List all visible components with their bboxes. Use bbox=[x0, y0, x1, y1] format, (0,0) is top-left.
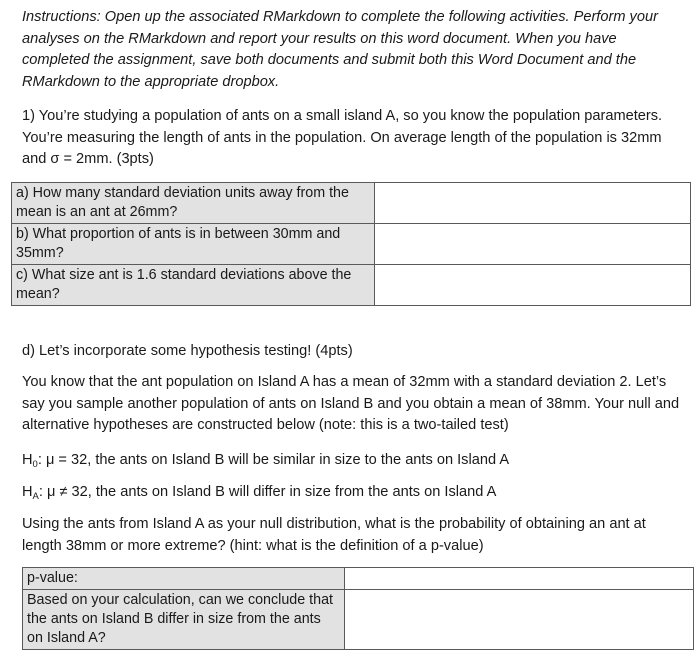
question-1-answer-table bbox=[11, 182, 691, 306]
instructions-paragraph: Instructions: Open up the associated RMarkdown to complete the following activities. Perform your analyses on the RMarkdown and report your results on this word document. When you have completed the assignment, save both documents and submit both this Word Document and the RMarkdown to the appropriate dropbox. bbox=[22, 9, 658, 90]
ha-text: : μ ≠ 32, the ants on Island B will differ in size from the ants on Island A bbox=[38, 484, 497, 500]
table-row bbox=[12, 183, 691, 224]
question-1a-cell: a) How many standard deviation units away from the mean is an ant at 26mm? bbox=[12, 183, 375, 224]
null-hypothesis bbox=[22, 450, 682, 472]
answer-1c-cell[interactable] bbox=[375, 265, 691, 306]
h0-subscript: 0 bbox=[32, 459, 38, 470]
question-d-heading: d) Let’s incorporate some hypothesis testing! (4pts) bbox=[22, 343, 353, 359]
table-row bbox=[23, 590, 694, 650]
h0-text: : μ = 32, the ants on Island B will be similar in size to the ants on Island A bbox=[37, 452, 510, 468]
ha-symbol: H bbox=[22, 484, 33, 500]
p-value-answer-cell[interactable] bbox=[345, 568, 694, 590]
answer-1b-cell[interactable] bbox=[375, 224, 691, 265]
table-row bbox=[12, 265, 691, 306]
h0-symbol: H bbox=[22, 452, 33, 468]
conclusion-question-cell: Based on your calculation, can we conclude that the ants on Island B differ in size from the ants on Island A? bbox=[23, 590, 345, 650]
table-row bbox=[23, 568, 694, 590]
question-1-prompt: 1) You’re studying a population of ants on a small island A, so you know the population parameters. You’re measuring the length of ants in the population. On average length of the population is 32mm and σ = 2mm. (3pts) bbox=[22, 108, 663, 167]
question-1c-cell: c) What size ant is 1.6 standard deviations above the mean? bbox=[12, 265, 375, 306]
question-d-intro: You know that the ant population on Island A has a mean of 32mm with a standard deviation 2. Let’s say you sample another population of ants on Island B and you obtain a mean of 38mm. Your null and alternative hypotheses are constructed below (note: this is a two-tailed test) bbox=[22, 374, 680, 433]
question-d-prompt: Using the ants from Island A as your null distribution, what is the probability of obtaining an ant at length 38mm or more extreme? (hint: what is the definition of a p-value) bbox=[22, 516, 646, 554]
conclusion-answer-cell[interactable] bbox=[345, 590, 694, 650]
answer-1a-cell[interactable] bbox=[375, 183, 691, 224]
table-row bbox=[12, 224, 691, 265]
p-value-label-cell: p-value: bbox=[23, 568, 345, 590]
alternative-hypothesis bbox=[22, 482, 682, 504]
ha-subscript: A bbox=[32, 491, 39, 502]
question-d-answer-table bbox=[22, 567, 694, 650]
question-1b-cell: b) What proportion of ants is in between 30mm and 35mm? bbox=[12, 224, 375, 265]
